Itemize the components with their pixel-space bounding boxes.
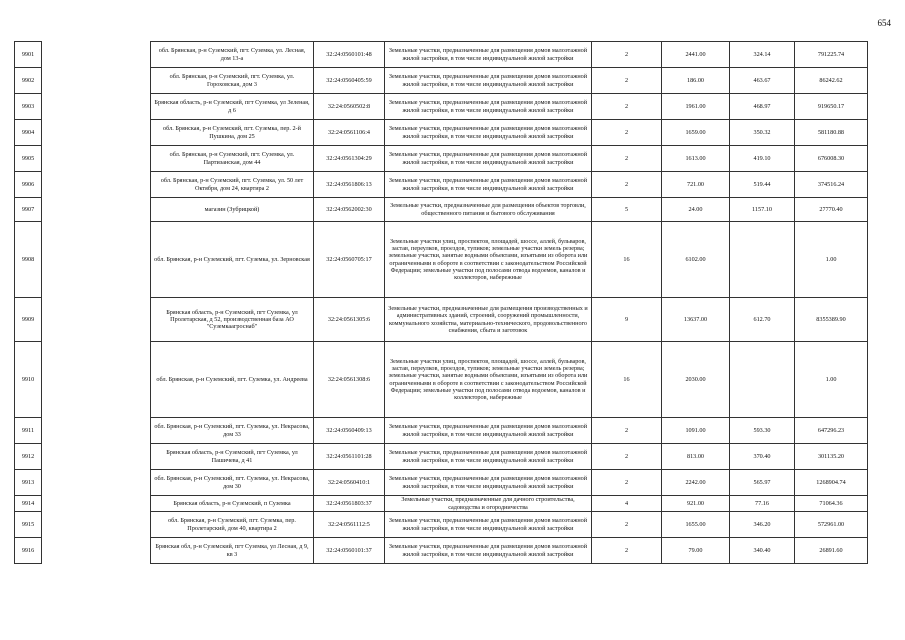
group-code-cell: 2 [592,172,662,198]
spacer [42,120,151,146]
table-row [15,222,868,298]
specific-value-cell: 519.44 [730,172,795,198]
cadastral-value-cell: 791225.74 [795,42,868,68]
specific-value-cell: 593.30 [730,418,795,444]
land-use-cell: Земельные участки, предназначенные для размещения домов малоэтажной жилой застройки, в том числе индивидуальной жилой застройки [385,418,592,444]
table-row [15,538,868,564]
row-number: 9906 [15,172,42,198]
land-use-cell: Земельные участки, предназначенные для размещения домов малоэтажной жилой застройки, в том числе индивидуальной жилой застройки [385,94,592,120]
group-code-cell: 2 [592,120,662,146]
table-row [15,94,868,120]
spacer [42,172,151,198]
land-use-cell: Земельные участки, предназначенные для размещения домов малоэтажной жилой застройки, в том числе индивидуальной жилой застройки [385,120,592,146]
cadastral-value-cell: 27770.40 [795,198,868,222]
address-cell: обл. Брянская, р-н Суземский, пгт. Суземка, ул. Андреева [151,342,314,418]
cadastral-value-cell: 647296.23 [795,418,868,444]
spacer [42,94,151,120]
cadastral-value-cell: 8355389.90 [795,298,868,342]
land-use-cell: Земельные участки, предназначенные для дачного строительства, садоводства и огородничества [385,496,592,512]
cadastral-number-cell: 32:24:0561806:13 [314,172,385,198]
row-number: 9905 [15,146,42,172]
area-cell: 921.00 [662,496,730,512]
cadastral-number-cell: 32:24:0562002:30 [314,198,385,222]
specific-value-cell: 340.40 [730,538,795,564]
cadastral-number-cell: 32:24:0560405:59 [314,68,385,94]
row-number: 9914 [15,496,42,512]
row-number: 9901 [15,42,42,68]
page-number: 654 [877,18,891,28]
group-code-cell: 16 [592,222,662,298]
address-cell: Брянская область, р-н Суземский, п Суземка [151,496,314,512]
specific-value-cell: 77.16 [730,496,795,512]
cadastral-value-cell: 1.00 [795,222,868,298]
spacer [42,198,151,222]
land-use-cell: Земельные участки, предназначенные для размещения домов малоэтажной жилой застройки, в том числе индивидуальной жилой застройки [385,146,592,172]
address-cell: Брянская область, р-н Суземский, пгт Суземка, ул Пашичева, д 41 [151,444,314,470]
address-cell: Брянская область, р-н Суземский, пгт Суземка, ул Зеленая, д 6 [151,94,314,120]
spacer [42,68,151,94]
spacer [42,222,151,298]
cadastral-value-cell: 374516.24 [795,172,868,198]
area-cell: 1091.00 [662,418,730,444]
table-row [15,42,868,68]
area-cell: 24.00 [662,198,730,222]
specific-value-cell [730,222,795,298]
cadastral-number-cell: 32:24:0560410:1 [314,470,385,496]
row-number: 9904 [15,120,42,146]
cadastral-value-cell: 1268904.74 [795,470,868,496]
area-cell: 6102.00 [662,222,730,298]
table-row [15,146,868,172]
area-cell: 1613.00 [662,146,730,172]
land-use-cell: Земельные участки, предназначенные для размещения домов малоэтажной жилой застройки, в том числе индивидуальной жилой застройки [385,538,592,564]
address-cell: обл. Брянская, р-н Суземский, пгт. Суземка, ул. Лесная, дом 13-а [151,42,314,68]
area-cell: 1961.00 [662,94,730,120]
spacer [42,42,151,68]
group-code-cell: 2 [592,418,662,444]
table-row [15,172,868,198]
cadastral-value-cell: 301135.20 [795,444,868,470]
specific-value-cell: 565.97 [730,470,795,496]
cadastral-value-cell: 919650.17 [795,94,868,120]
land-use-cell: Земельные участки улиц, проспектов, площадей, шоссе, аллей, бульваров, застав, переулков, проездов, тупиков; земельные участки земель резерва; земельные участки, занятые водными объектами, изъятыми из оборота или ограниченными в обороте в соответствии с законодательством Российской Федерации; земельные участки под полосами отвода водоемов, каналов и коллекторов, набережные [385,222,592,298]
area-cell: 2242.00 [662,470,730,496]
table-row [15,496,868,512]
table-row [15,298,868,342]
row-number: 9903 [15,94,42,120]
specific-value-cell: 468.97 [730,94,795,120]
table-row [15,418,868,444]
spacer [42,418,151,444]
cadastral-number-cell: 32:24:0561112:5 [314,512,385,538]
address-cell: магазин (Зубрицкой) [151,198,314,222]
specific-value-cell: 370.40 [730,444,795,470]
table-row [15,120,868,146]
group-code-cell: 2 [592,94,662,120]
row-number: 9908 [15,222,42,298]
cadastral-number-cell: 32:24:0560101:48 [314,42,385,68]
group-code-cell: 16 [592,342,662,418]
specific-value-cell [730,342,795,418]
cadastral-value-cell: 572961.00 [795,512,868,538]
row-number: 9907 [15,198,42,222]
group-code-cell: 2 [592,68,662,94]
cadastral-value-cell: 1.00 [795,342,868,418]
land-use-cell: Земельные участки, предназначенные для размещения домов малоэтажной жилой застройки, в том числе индивидуальной жилой застройки [385,172,592,198]
table-row [15,342,868,418]
area-cell: 2030.00 [662,342,730,418]
group-code-cell: 2 [592,512,662,538]
specific-value-cell: 1157.10 [730,198,795,222]
spacer [42,512,151,538]
address-cell: обл. Брянская, р-н Суземский, пгт. Суземка, ул. Некрасова, дом 33 [151,418,314,444]
address-cell: обл. Брянская, р-н Суземский, пгт. Суземка, ул. Гороховская, дом 3 [151,68,314,94]
table-row [15,444,868,470]
address-cell: обл. Брянская, р-н Суземский, пгт. Суземка, ул. 50 лет Октября, дом 24, квартира 2 [151,172,314,198]
area-cell: 813.00 [662,444,730,470]
table-row [15,470,868,496]
specific-value-cell: 350.32 [730,120,795,146]
spacer [42,298,151,342]
group-code-cell: 2 [592,444,662,470]
row-number: 9913 [15,470,42,496]
address-cell: обл. Брянская, р-н Суземский, пгт. Суземка, ул. Партизанская, дом 44 [151,146,314,172]
area-cell: 2441.00 [662,42,730,68]
cadastral-value-cell: 86242.62 [795,68,868,94]
specific-value-cell: 324.14 [730,42,795,68]
cadastral-value-cell: 26891.60 [795,538,868,564]
address-cell: обл. Брянская, р-н Суземский, пгт. Суземка, ул. Зерновская [151,222,314,298]
cadastral-value-cell: 581180.88 [795,120,868,146]
group-code-cell: 2 [592,538,662,564]
address-cell: обл. Брянская, р-н Суземский, пгт. Суземка, пер. 2-й Пушкина, дом 25 [151,120,314,146]
land-use-cell: Земельные участки, предназначенные для размещения домов малоэтажной жилой застройки, в том числе индивидуальной жилой застройки [385,512,592,538]
land-use-cell: Земельные участки, предназначенные для размещения домов малоэтажной жилой застройки, в том числе индивидуальной жилой застройки [385,470,592,496]
row-number: 9916 [15,538,42,564]
area-cell: 79.00 [662,538,730,564]
table-row [15,512,868,538]
area-cell: 1659.00 [662,120,730,146]
group-code-cell: 2 [592,42,662,68]
table-row [15,68,868,94]
cadastral-number-cell: 32:24:0560409:13 [314,418,385,444]
land-use-cell: Земельные участки, предназначенные для размещения домов малоэтажной жилой застройки, в том числе индивидуальной жилой застройки [385,68,592,94]
cadastral-number-cell: 32:24:0561305:6 [314,298,385,342]
area-cell: 721.00 [662,172,730,198]
cadastral-number-cell: 32:24:0560502:8 [314,94,385,120]
row-number: 9902 [15,68,42,94]
row-number: 9911 [15,418,42,444]
spacer [42,342,151,418]
land-use-cell: Земельные участки, предназначенные для размещения домов малоэтажной жилой застройки, в том числе индивидуальной жилой застройки [385,42,592,68]
address-cell: обл. Брянская, р-н Суземский, пгт. Суземка, ул. Некрасова, дом 30 [151,470,314,496]
cadastral-number-cell: 32:24:0561304:29 [314,146,385,172]
area-cell: 13637.00 [662,298,730,342]
specific-value-cell: 346.20 [730,512,795,538]
cadastral-number-cell: 32:24:0561106:4 [314,120,385,146]
area-cell: 186.00 [662,68,730,94]
cadastral-number-cell: 32:24:0561803:37 [314,496,385,512]
row-number: 9910 [15,342,42,418]
land-use-cell: Земельные участки, предназначенные для размещения производственных и административных зданий, строений, сооружений промышленности, коммунального хозяйства, материально-технического, продовольственного снабжения, сбыта и заготовок [385,298,592,342]
cadastral-number-cell: 32:24:0561101:28 [314,444,385,470]
address-cell: обл. Брянская, р-н Суземский, пгт. Суземка, пер. Пролетарский, дом 40, квартира 2 [151,512,314,538]
address-cell: Брянская обл, р-н Суземский, пгт Суземка, ул Лесная, д 9, кв 3 [151,538,314,564]
cadastral-value-cell: 71064.36 [795,496,868,512]
cadastral-number-cell: 32:24:0560101:37 [314,538,385,564]
group-code-cell: 2 [592,146,662,172]
land-use-cell: Земельные участки, предназначенные для размещения объектов торговли, общественного питания и бытового обслуживания [385,198,592,222]
group-code-cell: 9 [592,298,662,342]
spacer [42,470,151,496]
specific-value-cell: 612.70 [730,298,795,342]
spacer [42,538,151,564]
address-cell: Брянская область, р-н Суземский, пгт Суземка, ул Пролетарская, д 52, производственная база АО "Суземкаагроснаб" [151,298,314,342]
group-code-cell: 4 [592,496,662,512]
table-row [15,198,868,222]
land-use-cell: Земельные участки, предназначенные для размещения домов малоэтажной жилой застройки, в том числе индивидуальной жилой застройки [385,444,592,470]
group-code-cell: 2 [592,470,662,496]
spacer [42,496,151,512]
specific-value-cell: 419.10 [730,146,795,172]
specific-value-cell: 463.67 [730,68,795,94]
spacer [42,146,151,172]
land-use-cell: Земельные участки улиц, проспектов, площадей, шоссе, аллей, бульваров, застав, переулков, проездов, тупиков; земельные участки земель резерва; земельные участки, занятые водными объектами, изъятыми из оборота или ограниченными в обороте в соответствии с законодательством Российской Федерации; земельные участки под полосами отвода водоемов, каналов и коллекторов, набережные [385,342,592,418]
cadastral-value-table [14,41,868,564]
cadastral-number-cell: 32:24:0561308:6 [314,342,385,418]
row-number: 9912 [15,444,42,470]
cadastral-value-cell: 676008.30 [795,146,868,172]
row-number: 9909 [15,298,42,342]
area-cell: 1655.00 [662,512,730,538]
cadastral-number-cell: 32:24:0560705:17 [314,222,385,298]
group-code-cell: 5 [592,198,662,222]
row-number: 9915 [15,512,42,538]
spacer [42,444,151,470]
